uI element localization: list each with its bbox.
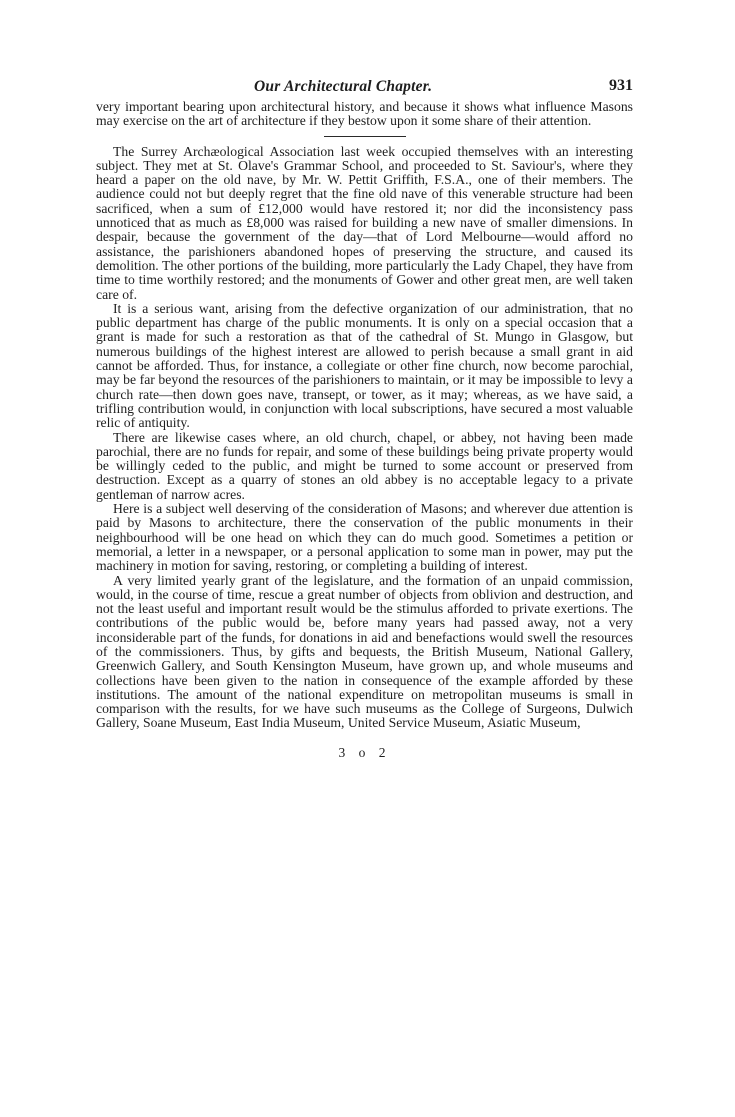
section-divider: [324, 136, 406, 137]
article-body: [96, 100, 633, 731]
paragraph: The Surrey Archæological Association last week occupied themselves with an interesting subject. They met at St. Olave's Grammar School, and proceeded to St. Saviour's, where they heard a paper on the old nave, by Mr. W. Pettit Griffith, F.S.A., one of their members. The audience could not but deeply regret that the fine old nave of this venerable structure had been sacrificed, when a sum of £12,000 would have restored it; nor did the inconsistency pass unnoticed that as much as £8,000 was raised for building a new nave of smaller dimensions. In despair, because the government of the day—that of Lord Melbourne—would afford no assistance, the parishioners abandoned hopes of preserving the structure, and caused its demolition. The other portions of the building, more particularly the Lady Chapel, they have from time to time worthily restored; and the monuments of Gower and other great men, are well taken care of.: [96, 143, 633, 302]
paragraph: A very limited yearly grant of the legislature, and the formation of an unpaid commission, would, in the course of time, rescue a great number of objects from oblivion and destruction, and not the least useful and important result would be the stimulus afforded to private exertions. The contributions of the public would be, before many years had passed away, not a very inconsiderable part of the funds, for donations in aid and benefactions would swell the resources of the commissioners. Thus, by gifts and bequests, the British Museum, National Gallery, Greenwich Gallery, and South Kensington Museum, have grown up, and whole museums and collections have been given to the nation in consequence of the example afforded by these institutions. The amount of the national expenditure on metropolitan museums is small in comparison with the results, for we have such museums as the College of Surgeons, Dulwich Gallery, Soane Museum, East India Museum, United Service Museum, Asiatic Museum,: [96, 572, 633, 731]
page: [96, 78, 633, 761]
paragraph: It is a serious want, arising from the defective organization of our administration, that no public department has charge of the public monuments. It is only on a special occasion that a grant is made for such a restoration as that of the cathedral of St. Mungo in Glasgow, but numerous buildings of the highest interest are allowed to perish because a small grant in aid cannot be afforded. Thus, for instance, a collegiate or other fine church, now become parochial, may be far beyond the resources of the parishioners to maintain, or it may be impossible to levy a church rate—then down goes nave, transept, or tower, as it may; whereas, as we have said, a trifling contribution would, in conjunction with local subscriptions, have secured a most valuable relic of antiquity.: [96, 300, 633, 431]
page-header: [96, 78, 633, 100]
page-number: 931: [609, 77, 633, 94]
running-title: Our Architectural Chapter.: [254, 78, 433, 95]
printer-signature-mark: 3 o 2: [338, 744, 391, 760]
paragraph-continued: very important bearing upon architectural history, and because it shows what influence Masons may exercise on the art of architecture if they bestow upon it some share of their attention.: [96, 99, 633, 129]
paragraph: Here is a subject well deserving of the consideration of Masons; and wherever due attention is paid by Masons to architecture, there the conservation of the public monuments in their neighbourhood will be one head on which they can do much good. Sometimes a petition or memorial, a letter in a newspaper, or a personal application to some man in power, may put the machinery in motion for saving, restoring, or completing a building of interest.: [96, 501, 633, 574]
paragraph: There are likewise cases where, an old church, chapel, or abbey, not having been made parochial, there are no funds for repair, and some of these buildings being private property would be willingly ceded to the public, and might be turned to some account or preserved from destruction. Except as a quarry of stones an old abbey is no acceptable legacy to a private gentleman of narrow acres.: [96, 429, 633, 502]
